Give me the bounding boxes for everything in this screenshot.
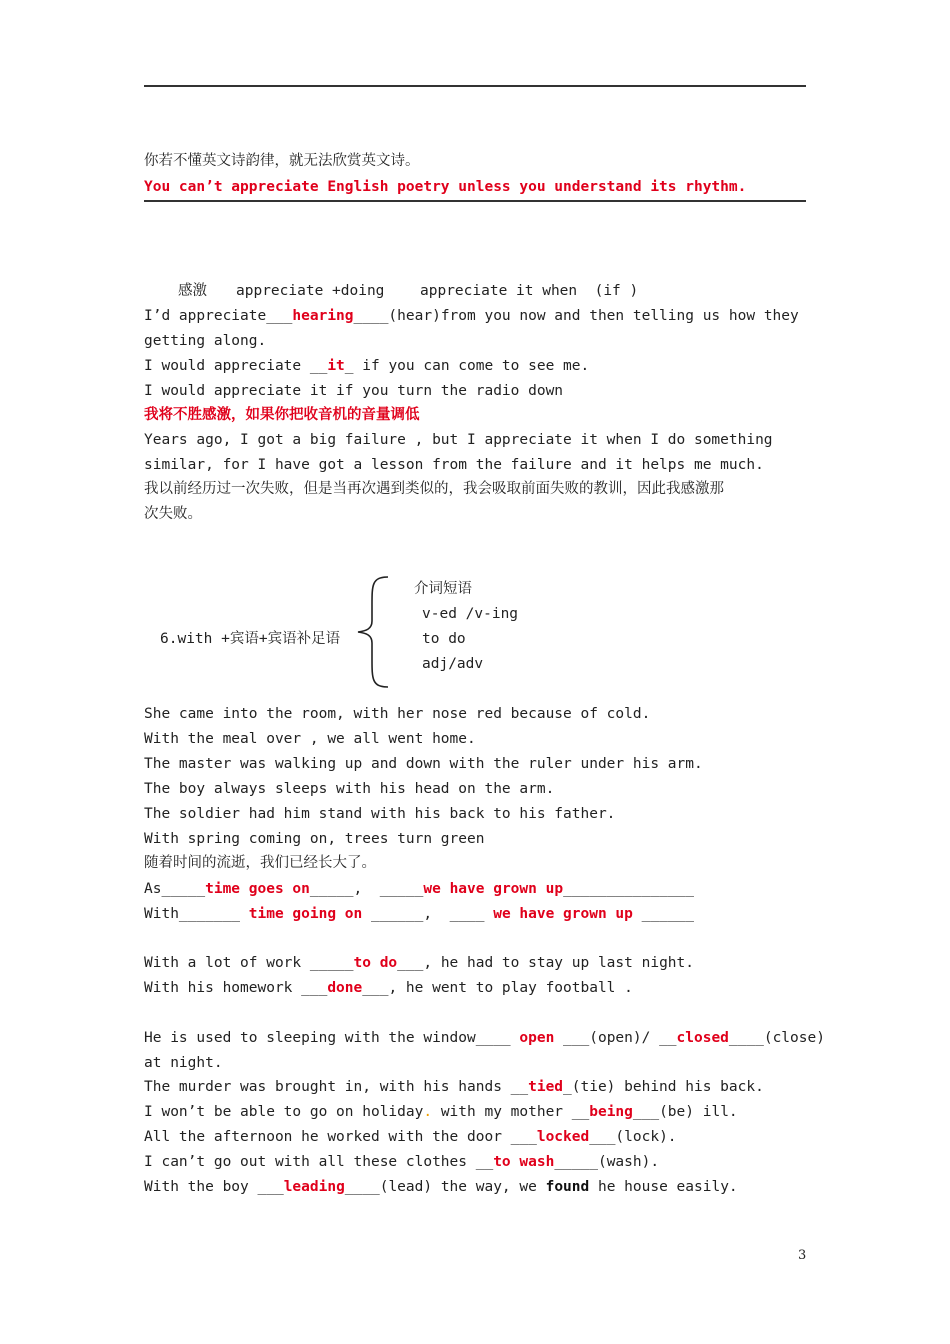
appreciate-ex1: I’d appreciate___hearing____(hear)from you now and then telling us how they — [144, 308, 799, 324]
page-number: 3 — [798, 1248, 807, 1263]
with-example-6: With spring coming on, trees turn green — [144, 831, 485, 847]
appreciate-ex4-cont: similar, for I have got a lesson from the failure and it helps me much. — [144, 457, 764, 473]
with-option-1: 介词短语 — [414, 581, 472, 597]
with-example-2: With the meal over , we all went home. — [144, 731, 476, 747]
appreciate-pattern2: appreciate it when (if ) — [420, 283, 639, 299]
appreciate-ex4: Years ago, I got a big failure , but I appreciate it when I do something — [144, 432, 773, 448]
exercise-holiday: I won’t be able to go on holiday. with my mother __being___(be) ill. — [144, 1104, 738, 1120]
answer-it: it — [327, 358, 345, 374]
header-en: You can’t appreciate English poetry unless you understand its rhythm. — [144, 179, 747, 195]
appreciate-ex4-cn: 我以前经历过一次失败，但是当再次遇到类似的，我会吸取前面失败的教训，因此我感激那 — [144, 481, 724, 497]
as-translation: As_____time goes on_____, _____we have grown up_______________ — [144, 881, 695, 897]
exercise-homework: With his homework ___done___, he went to play football . — [144, 980, 633, 996]
with-option-2: v-ed /v-ing — [422, 606, 519, 622]
appreciate-ex3-cn: 我将不胜感激，如果你把收音机的音量调低 — [144, 407, 420, 423]
exercise-hands: The murder was brought in, with his hands __tied_(tie) behind his back. — [144, 1079, 764, 1095]
answer-hearing: hearing — [292, 308, 354, 324]
brace-icon — [356, 575, 392, 690]
exercise-window-cont: at night. — [144, 1055, 223, 1071]
with-heading: 6.with +宾语+宾语补足语 — [160, 631, 341, 647]
with-translation: With_______ time going on ______, ____ we have grown up ______ — [144, 906, 695, 922]
with-example-3: The master was walking up and down with the ruler under his arm. — [144, 756, 703, 772]
appreciate-ex4-cn-cont: 次失败。 — [144, 506, 202, 522]
header-rule — [144, 200, 806, 202]
with-option-3: to do — [422, 631, 466, 647]
with-example-5: The soldier had him stand with his back to his father. — [144, 806, 616, 822]
exercise-door: All the afternoon he worked with the door ___locked___(lock). — [144, 1129, 677, 1145]
top-rule — [144, 85, 806, 87]
exercise-work: With a lot of work _____to do___, he had to stay up last night. — [144, 955, 694, 971]
exercise-window: He is used to sleeping with the window____ open ___(open)/ __closed____(close) — [144, 1030, 825, 1046]
appreciate-pattern1: appreciate +doing — [236, 283, 385, 299]
with-example-1: She came into the room, with her nose red because of cold. — [144, 706, 651, 722]
exercise-clothes: I can’t go out with all these clothes __to wash_____(wash). — [144, 1154, 660, 1170]
with-example-4: The boy always sleeps with his head on the arm. — [144, 781, 555, 797]
exercise-boy: With the boy ___leading____(lead) the way, we found he house easily. — [144, 1179, 738, 1195]
appreciate-ex1-cont: getting along. — [144, 333, 267, 349]
appreciate-title: 感激 — [178, 283, 207, 299]
appreciate-ex3: I would appreciate it if you turn the radio down — [144, 383, 564, 399]
with-option-4: adj/adv — [422, 656, 484, 672]
with-cn-sentence: 随着时间的流逝，我们已经长大了。 — [144, 855, 376, 871]
header-cn: 你若不懂英文诗韵律，就无法欣赏英文诗。 — [144, 153, 420, 169]
appreciate-ex2: I would appreciate __it_ if you can come to see me. — [144, 358, 590, 374]
